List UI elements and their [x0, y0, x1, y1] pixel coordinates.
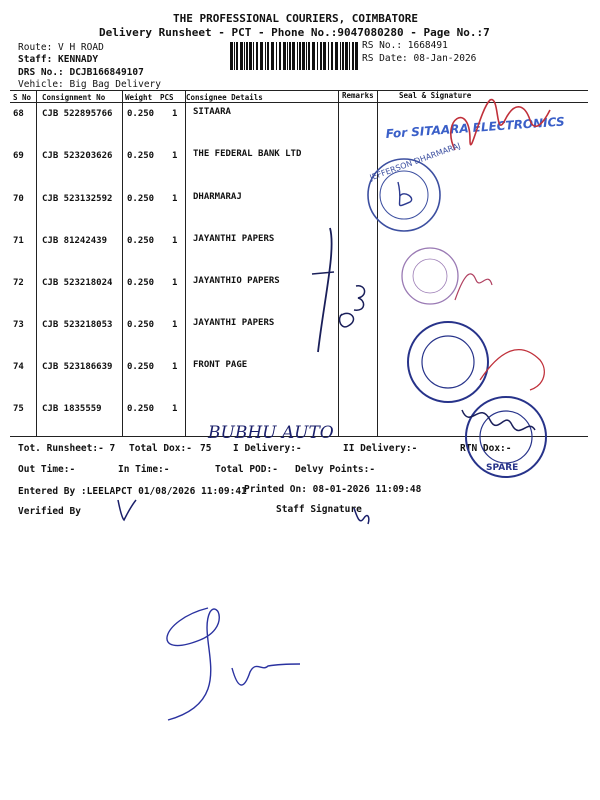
row-74-sno: 74 — [13, 362, 24, 372]
row-69-consignee: THE FEDERAL BANK LTD — [193, 149, 302, 159]
row-68-pcs: 1 — [172, 109, 178, 119]
row-70-consignee: DHARMARAJ — [193, 192, 242, 202]
company-name: THE PROFESSIONAL COURIERS, COIMBATORE — [173, 12, 419, 25]
row-69-sno: 69 — [13, 151, 24, 161]
printed-on: Printed On: 08-01-2026 11:09:48 — [244, 484, 422, 495]
row-72-weight: 0.250 — [127, 278, 155, 288]
col-consignment: Consignment No — [42, 93, 106, 102]
col-sno: S No — [13, 93, 32, 102]
sitaara-stamp: For SITAARA ELECTRONICS — [385, 114, 566, 141]
tot-runsheet: Tot. Runsheet:- 7 — [18, 443, 116, 454]
row-75-pcs: 1 — [172, 404, 178, 414]
row-74-weight: 0.250 — [127, 362, 155, 372]
row-73-pcs: 1 — [172, 320, 178, 330]
col-seal: Seal & Signature — [399, 91, 472, 100]
row-72-sno: 72 — [13, 278, 24, 288]
staff-signature — [354, 508, 369, 524]
row-70-cons: CJB 523132592 — [42, 194, 113, 204]
delvy-points: Delvy Points:- — [295, 464, 376, 475]
row-73-sno: 73 — [13, 320, 24, 330]
bottom-signature — [167, 608, 219, 720]
total-dox-value: 75 — [200, 443, 212, 454]
row-71-pcs: 1 — [172, 236, 178, 246]
row-75-cons: CJB 1835559 — [42, 404, 102, 414]
ii-delivery: II Delivery:- — [343, 443, 418, 454]
col-remarks: Remarks — [342, 91, 374, 100]
col-weight: Weight — [125, 93, 153, 102]
verified-signature — [118, 500, 136, 520]
entered-by: Entered By :LEELAPCT 01/08/2026 11:09:41 — [18, 486, 247, 497]
in-time: In Time:- — [118, 464, 170, 475]
handwritten-auto: BUBHU AUTO — [208, 423, 334, 443]
i-delivery: I Delivery:- — [233, 443, 302, 454]
col-consignee: Consignee Details — [186, 93, 263, 102]
row-75-weight: 0.250 — [127, 404, 155, 414]
row-74-pcs: 1 — [172, 362, 178, 372]
vehicle-label: Vehicle: Big Bag Delivery — [18, 79, 161, 90]
row-71-cons: CJB 81242439 — [42, 236, 108, 246]
row-68-weight: 0.250 — [127, 109, 155, 119]
rtn-dox: RTN Dox:- — [460, 443, 512, 454]
row-75-sno: 75 — [13, 404, 24, 414]
row-69-pcs: 1 — [172, 151, 178, 161]
spare-stamp-text: SPARE — [486, 463, 519, 473]
drs-number: DRS No.: DCJB166849107 — [18, 67, 144, 78]
route-label: Route: V H ROAD — [18, 42, 104, 53]
row-70-weight: 0.250 — [127, 194, 155, 204]
total-pod: Total POD:- — [215, 464, 278, 475]
navy-stamp-74 — [408, 322, 488, 402]
row-71-consignee: JAYANTHI PAPERS — [193, 234, 275, 244]
row-73-cons: CJB 523218053 — [42, 320, 113, 330]
row-70-pcs: 1 — [172, 194, 178, 204]
row-72-pcs: 1 — [172, 278, 178, 288]
out-time: Out Time:- — [18, 464, 76, 475]
row-74-cons: CJB 523186639 — [42, 362, 113, 372]
verified-by: Verified By — [18, 506, 81, 517]
col-pcs: PCS — [160, 93, 174, 102]
row-73-consignee: JAYANTHI PAPERS — [193, 318, 275, 328]
runsheet-title: Delivery Runsheet - PCT - Phone No.:9047080280 - Page No.:7 — [99, 26, 490, 39]
staff-signature-label: Staff Signature — [276, 504, 362, 515]
row-74-consignee: FRONT PAGE — [193, 360, 248, 370]
row-71-sno: 71 — [13, 236, 24, 246]
row-68-sno: 68 — [13, 109, 24, 119]
bracket-71-73 — [318, 228, 332, 352]
total-dox-label: Total Dox:- — [129, 443, 192, 454]
row-68-consignee: SITAARA — [193, 107, 231, 117]
row-70-sno: 70 — [13, 194, 24, 204]
row-69-weight: 0.250 — [127, 151, 155, 161]
purple-stamp — [402, 248, 458, 304]
row-72-cons: CJB 523218024 — [42, 278, 113, 288]
row-68-cons: CJB 522895766 — [42, 109, 113, 119]
row-73-weight: 0.250 — [127, 320, 155, 330]
row-69-cons: CJB 523203626 — [42, 151, 113, 161]
jefferson-stamp-text: JEFFERSON DHARMARAJ — [368, 141, 462, 183]
staff-label: Staff: KENNADY — [18, 54, 99, 65]
rs-date: RS Date: 08-Jan-2026 — [362, 53, 477, 64]
rs-number: RS No.: 1668491 — [362, 40, 448, 51]
row-71-weight: 0.250 — [127, 236, 155, 246]
row-72-consignee: JAYANTHIO PAPERS — [193, 276, 280, 286]
